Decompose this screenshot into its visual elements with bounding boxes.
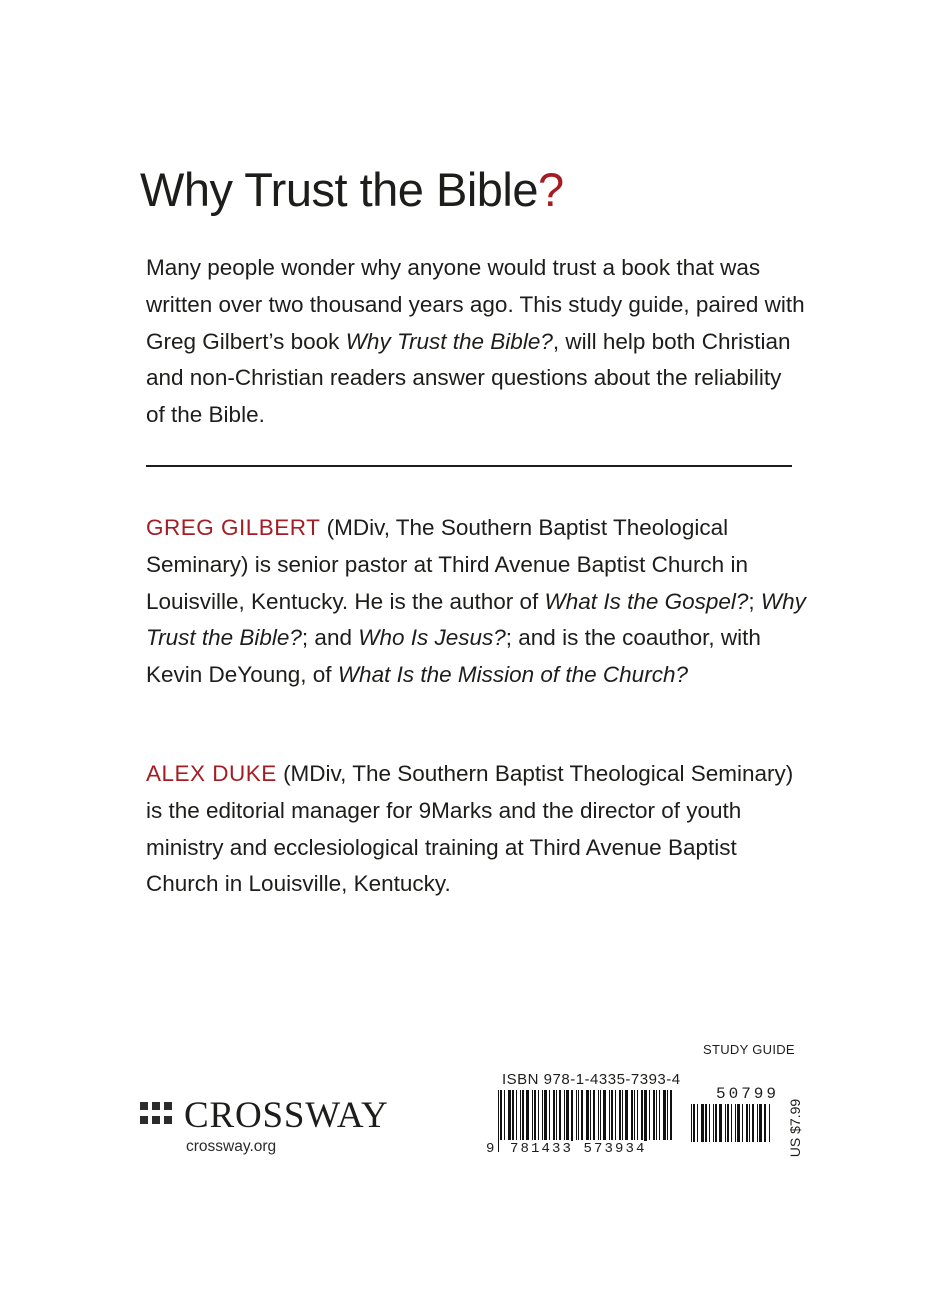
- divider-rule: [146, 465, 792, 467]
- author-name: GREG GILBERT: [146, 515, 321, 540]
- price-addon-digits: 50799: [716, 1085, 780, 1103]
- crossway-mark-icon: [140, 1102, 174, 1130]
- publisher-name: CROSSWAY: [184, 1095, 389, 1136]
- description-book-title: Why Trust the Bible?: [345, 328, 553, 354]
- barcode-first-digit: 9: [486, 1141, 495, 1157]
- bio-text: ;: [748, 588, 761, 614]
- bio-book-title: Why Trust the Bible?: [146, 588, 806, 651]
- cover-title: [140, 162, 564, 217]
- bio-book-title: Who Is Jesus?: [358, 625, 506, 651]
- author-bio-gilbert: [146, 510, 806, 694]
- bio-book-title: What Is the Gospel?: [544, 588, 749, 614]
- description-text: Many people wonder why anyone would trust a book that was written over two thousand years ago. This study guide, paired with Greg Gilbert’s book: [146, 255, 805, 354]
- price-label: US $7.99: [787, 1098, 803, 1158]
- price-addon-barcode: [690, 1104, 774, 1154]
- bio-text: ; and is the coauthor, with Kevin DeYoung, of: [146, 625, 761, 688]
- bio-text: ; and: [301, 625, 359, 651]
- bio-book-title: What Is the Mission of the Church?: [337, 662, 688, 688]
- publisher-url: crossway.org: [186, 1138, 277, 1155]
- bio-text: (MDiv, The Southern Baptist Theological Seminary) is senior pastor at Third Avenue Baptist Church in Louisville, Kentucky. He is the author of: [146, 515, 748, 614]
- title-text: Why Trust the Bible: [140, 163, 538, 216]
- title-question-mark: ?: [538, 163, 564, 216]
- book-description: [146, 250, 806, 434]
- author-bio-duke: [146, 756, 806, 903]
- barcode-digits: 781433 573934: [510, 1141, 647, 1157]
- isbn-label: ISBN 978-1-4335-7393-4: [502, 1071, 681, 1088]
- author-name: ALEX DUKE: [146, 761, 277, 786]
- study-guide-label: STUDY GUIDE: [703, 1042, 795, 1057]
- description-text-end: , will help both Christian and non-Christian readers answer questions about the reliability of the Bible.: [146, 328, 791, 428]
- bio-text: (MDiv, The Southern Baptist Theological Seminary) is the editorial manager for 9Marks and the director of youth ministry and ecclesiological training at Third Avenue Baptist Church in Louisville, Kentucky.: [146, 761, 794, 897]
